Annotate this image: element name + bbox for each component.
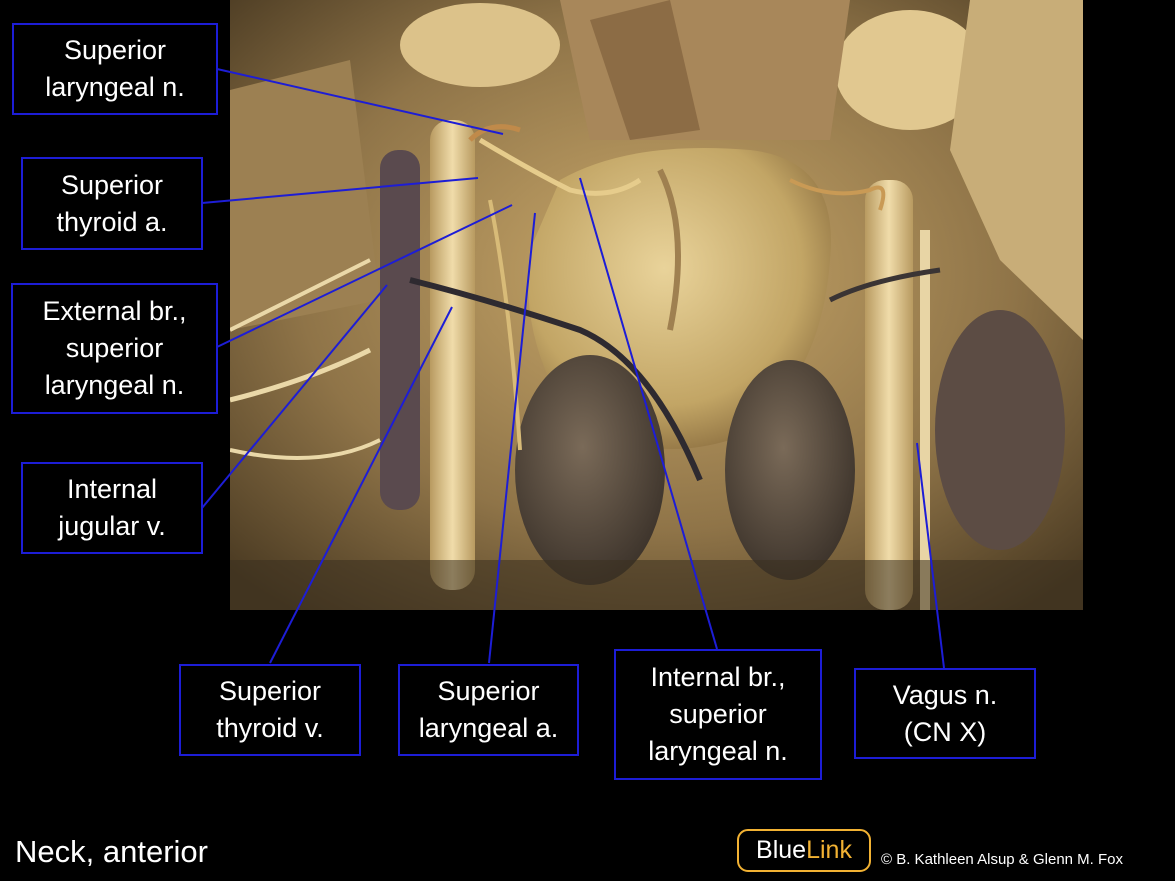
right-gland (935, 310, 1065, 550)
bluelink-logo (737, 829, 871, 872)
label-external-br (11, 283, 218, 414)
label-text: Superior thyroid v. (216, 676, 324, 743)
jugular-left (380, 150, 420, 510)
label-superior-laryngeal-n (12, 23, 218, 115)
logo-part-blue: Blue (756, 836, 807, 864)
carotid-right (865, 180, 913, 610)
label-text: Superior laryngeal n. (45, 35, 185, 102)
label-internal-jugular-v (21, 462, 203, 554)
logo-part-link: Link (806, 836, 852, 864)
neck-dissection-photo (230, 0, 1083, 610)
label-internal-br (614, 649, 822, 780)
thyroid-lobe-right (725, 360, 855, 580)
label-text: Internal jugular v. (58, 474, 166, 541)
label-text: Superior thyroid a. (56, 169, 168, 237)
copyright-text: © B. Kathleen Alsup & Glenn M. Fox (881, 851, 1124, 868)
label-superior-thyroid-a (21, 157, 203, 250)
label-superior-laryngeal-a (398, 664, 579, 756)
label-text: Vagus n. (CN X) (892, 679, 998, 747)
carotid-left (430, 120, 475, 590)
label-superior-thyroid-v (179, 664, 361, 756)
label-text: Internal br., superior laryngeal n. (648, 662, 788, 766)
label-vagus-n (854, 668, 1036, 759)
thyroid-lobe-left (515, 355, 665, 585)
cartilage-left (400, 3, 560, 87)
vagus-nerve (920, 230, 930, 610)
label-text: Superior laryngeal a. (418, 676, 559, 743)
figure-caption: Neck, anterior (15, 834, 208, 869)
label-text: External br., superior laryngeal n. (42, 296, 187, 400)
